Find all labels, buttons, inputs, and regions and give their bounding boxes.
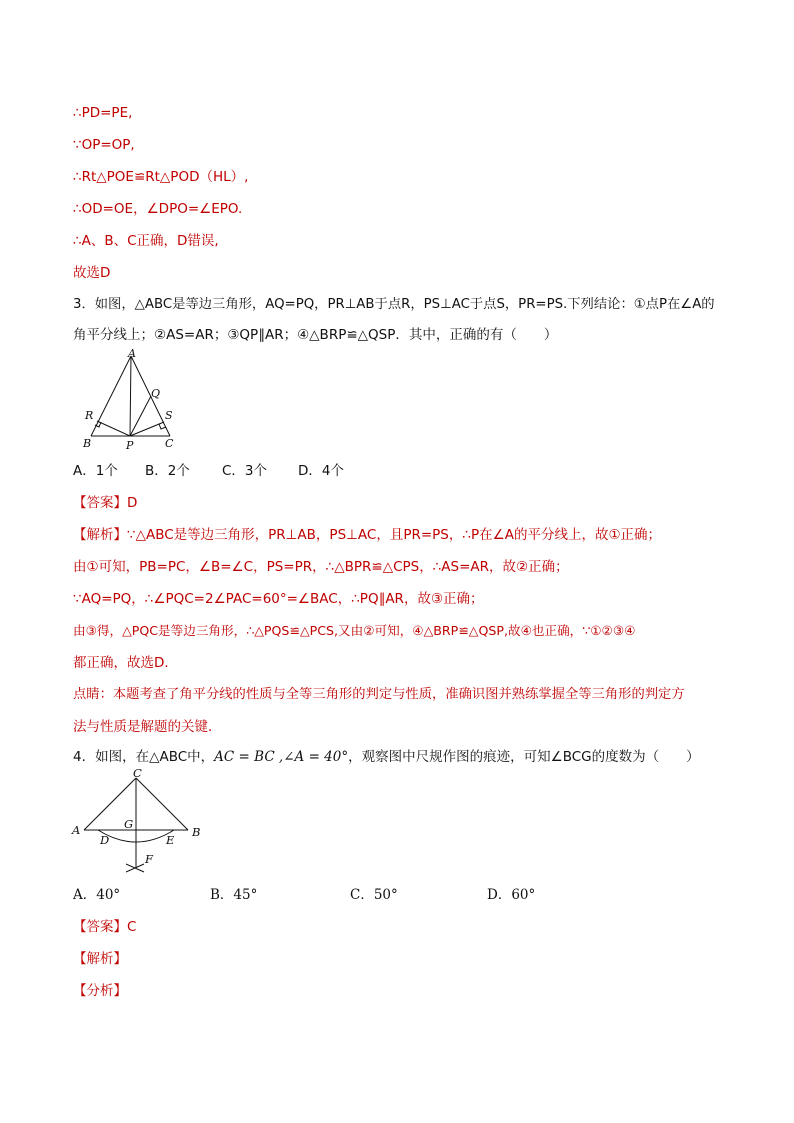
q4-label-b: B <box>192 825 201 839</box>
q4-option-d: D．60° <box>487 887 536 903</box>
q3-answer: 【答案】D <box>73 495 138 511</box>
q3-label-a: A <box>128 347 136 360</box>
q3-comment-line-2: 法与性质是解题的关键． <box>73 719 222 735</box>
text-line-2: ∵OP=OP, <box>73 137 135 153</box>
q4-cross-mark-f <box>126 864 144 872</box>
q3-label-p: P <box>126 439 134 452</box>
text-line-3: ∴Rt△POE≌Rt△POD（HL）, <box>73 169 249 185</box>
q3-analysis-line-4: 由③得，△PQC是等边三角形，∴△PQS≌△PCS,又由②可知，④△BRP≌△QSP,故④也正确，∵①②③④ <box>73 623 636 638</box>
q3-option-c: C．3个 <box>222 463 268 479</box>
q3-option-a: A．1个 <box>73 463 118 479</box>
text-line-6: 故选D <box>73 265 111 281</box>
q3-segment-pr <box>97 421 130 436</box>
q4-stem <box>73 748 700 766</box>
q3-label-c: C <box>165 437 174 450</box>
text-line-4: ∴OD=OE，∠DPO=∠EPO. <box>73 201 243 217</box>
q4-stem-suffix: ，观察图中尺规作图的痕迹，可知∠BCG的度数为（ ） <box>348 749 700 765</box>
q4-label-e: E <box>166 833 175 847</box>
q3-analysis-line-1: 【解析】∵△ABC是等边三角形，PR⊥AB，PS⊥AC，且PR=PS，∴P在∠A的平分线上，故①正确； <box>73 527 662 543</box>
q3-label-q: Q <box>151 387 161 400</box>
q4-option-a: A．40° <box>73 887 121 903</box>
q3-comment-line-1: 点睛：本题考查了角平分线的性质与全等三角形的判定与性质，准确识图并熟练掌握全等三角形的判定方 <box>73 687 685 702</box>
q4-label-f: F <box>145 852 153 866</box>
q4-construction-figure <box>68 766 208 874</box>
q4-stem-math: AC = BC ,∠A = 40° <box>214 749 349 765</box>
q4-label-d: D <box>100 833 110 847</box>
q3-label-b: B <box>83 437 92 450</box>
q3-stem-line-1: 3．如图，△ABC是等边三角形，AQ=PQ，PR⊥AB于点R，PS⊥AC于点S，PR=PS.下列结论：①点P在∠A的 <box>73 297 715 312</box>
q4-analysis-heading: 【解析】 <box>73 951 127 967</box>
q4-side-bc <box>136 778 188 830</box>
q3-triangle-figure <box>78 346 188 452</box>
q4-fenxi-heading: 【分析】 <box>73 983 127 999</box>
q4-label-a: A <box>72 823 81 837</box>
q4-stem-prefix: 4．如图，在△ABC中， <box>73 749 215 765</box>
q3-analysis-line-3: ∵AQ=PQ，∴∠PQC=2∠PAC=60°=∠BAC，∴PQ∥AR，故③正确； <box>73 591 484 607</box>
q4-option-b: B．45° <box>210 887 258 903</box>
text-line-1: ∴PD=PE, <box>73 105 133 121</box>
q3-option-b: B．2个 <box>145 463 190 479</box>
q4-answer: 【答案】C <box>73 919 137 935</box>
q3-segment-ap <box>130 356 131 436</box>
q4-options <box>73 886 535 904</box>
q4-label-c: C <box>133 766 142 780</box>
q3-segment-pq <box>130 396 151 436</box>
q3-label-s: S <box>165 409 173 422</box>
q3-side-ab <box>91 356 131 436</box>
q3-analysis-line-2: 由①可知，PB=PC，∠B=∠C，PS=PR，∴△BPR≌△CPS，∴AS=AR，故②正确； <box>73 559 569 575</box>
q3-options <box>73 462 344 480</box>
q4-label-g: G <box>124 817 134 831</box>
q3-option-d: D．4个 <box>298 463 344 479</box>
q3-stem-line-2: 角平分线上；②AS=AR；③QP∥AR；④△BRP≌△QSP．其中，正确的有（ ） <box>73 327 558 343</box>
text-line-5: ∴A、B、C正确，D错误, <box>73 233 219 249</box>
q3-analysis-line-5: 都正确，故选D． <box>73 655 178 671</box>
q3-label-r: R <box>85 409 94 422</box>
q4-option-c: C．50° <box>350 887 398 903</box>
